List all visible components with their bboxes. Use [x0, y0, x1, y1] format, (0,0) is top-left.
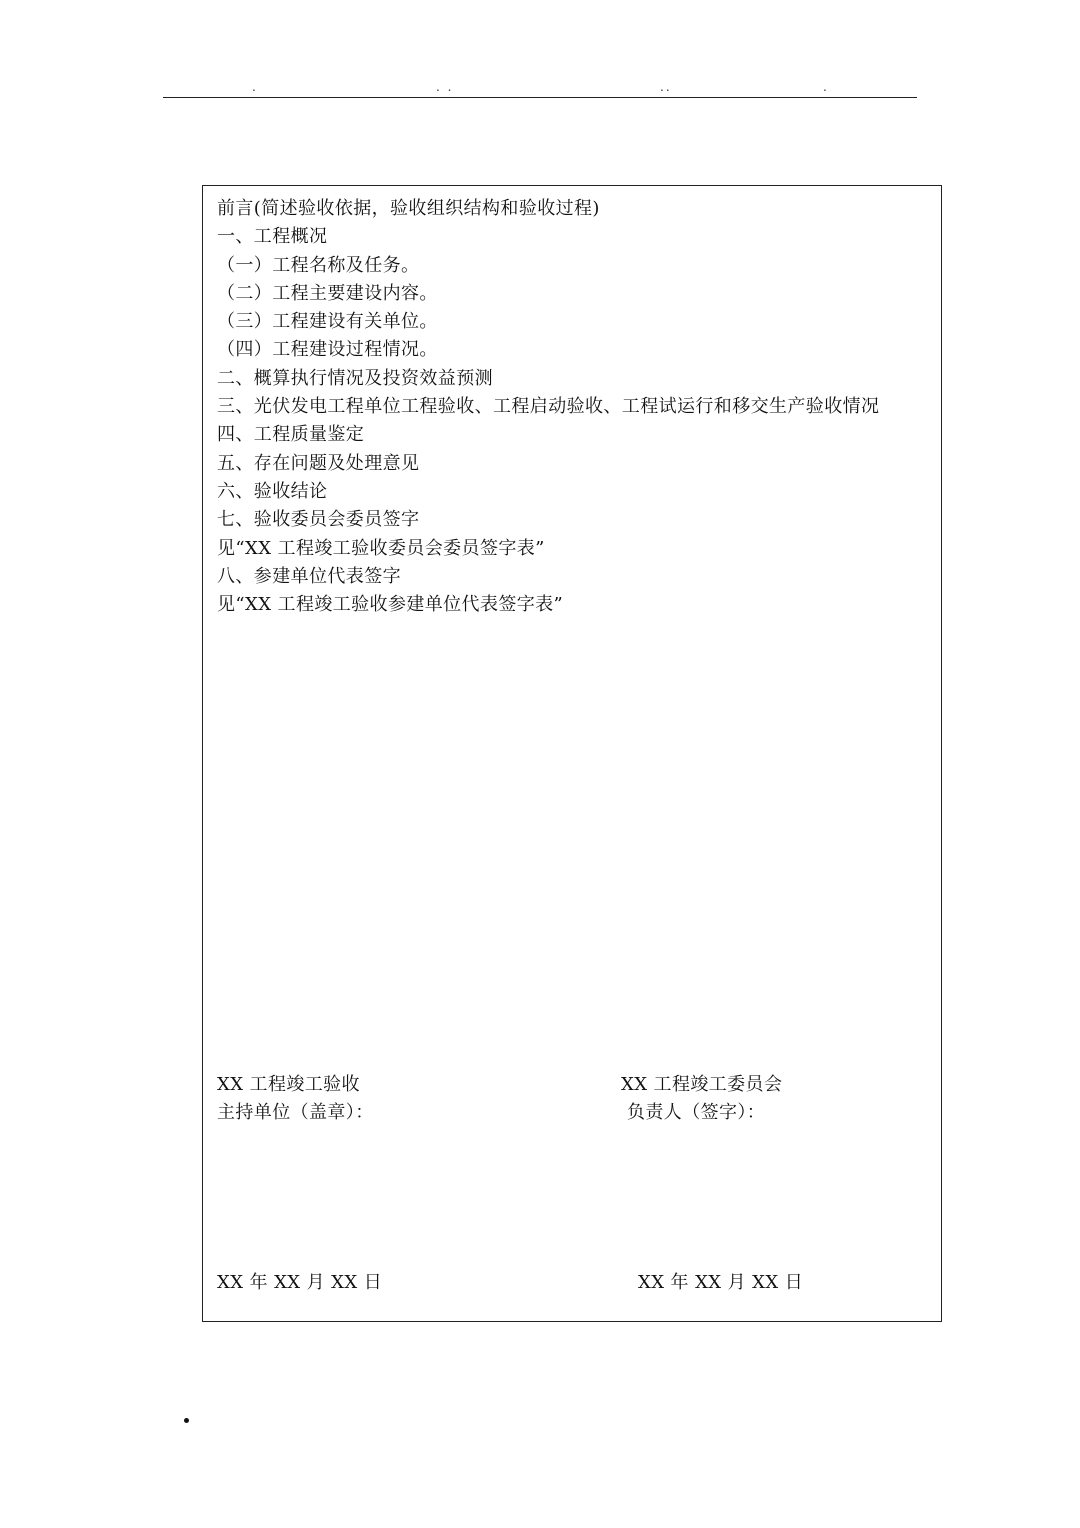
report-frame	[202, 185, 942, 1322]
header-mark: . .	[436, 80, 454, 94]
section-heading: 三、光伏发电工程单位工程验收、工程启动验收、工程试运行和移交生产验收情况	[217, 396, 880, 418]
section-heading: 五、存在问题及处理意见	[217, 452, 420, 474]
section-heading: 四、工程质量鉴定	[217, 424, 365, 446]
section-heading: 七、验收委员会委员签字	[217, 509, 420, 531]
preface-line: 前言(简述验收依据，验收组织结构和验收过程)	[217, 198, 600, 219]
section-heading: 六、验收结论	[217, 480, 328, 502]
footer-dot	[184, 1418, 189, 1423]
subsection-item: （四）工程建设过程情况。	[217, 339, 438, 361]
subsection-item: （一）工程名称及任务。	[217, 254, 420, 276]
report-body	[217, 195, 931, 619]
right-role-label: 负责人（签字）：	[627, 1102, 766, 1123]
section-heading: 一、工程概况	[217, 226, 328, 248]
reference-note: 见“XX 工程竣工验收参建单位代表签字表”	[217, 594, 564, 616]
subsection-item: （三）工程建设有关单位。	[217, 311, 438, 333]
header-mark: .	[252, 80, 258, 94]
left-org-label: XX 工程竣工验收	[217, 1074, 360, 1095]
section-heading: 八、参建单位代表签字	[217, 565, 401, 587]
header-mark: ..	[660, 80, 672, 94]
section-heading: 二、概算执行情况及投资效益预测	[217, 367, 493, 389]
reference-note: 见“XX 工程竣工验收委员会委员签字表”	[217, 537, 545, 559]
left-date-label: XX 年 XX 月 XX 日	[217, 1272, 383, 1293]
subsection-item: （二）工程主要建设内容。	[217, 282, 438, 304]
header-mark: .	[823, 80, 829, 94]
left-role-label: 主持单位（盖章）：	[217, 1102, 374, 1123]
right-date-label: XX 年 XX 月 XX 日	[638, 1272, 804, 1293]
right-org-label: XX 工程竣工委员会	[621, 1074, 783, 1095]
header-rule	[163, 97, 917, 98]
